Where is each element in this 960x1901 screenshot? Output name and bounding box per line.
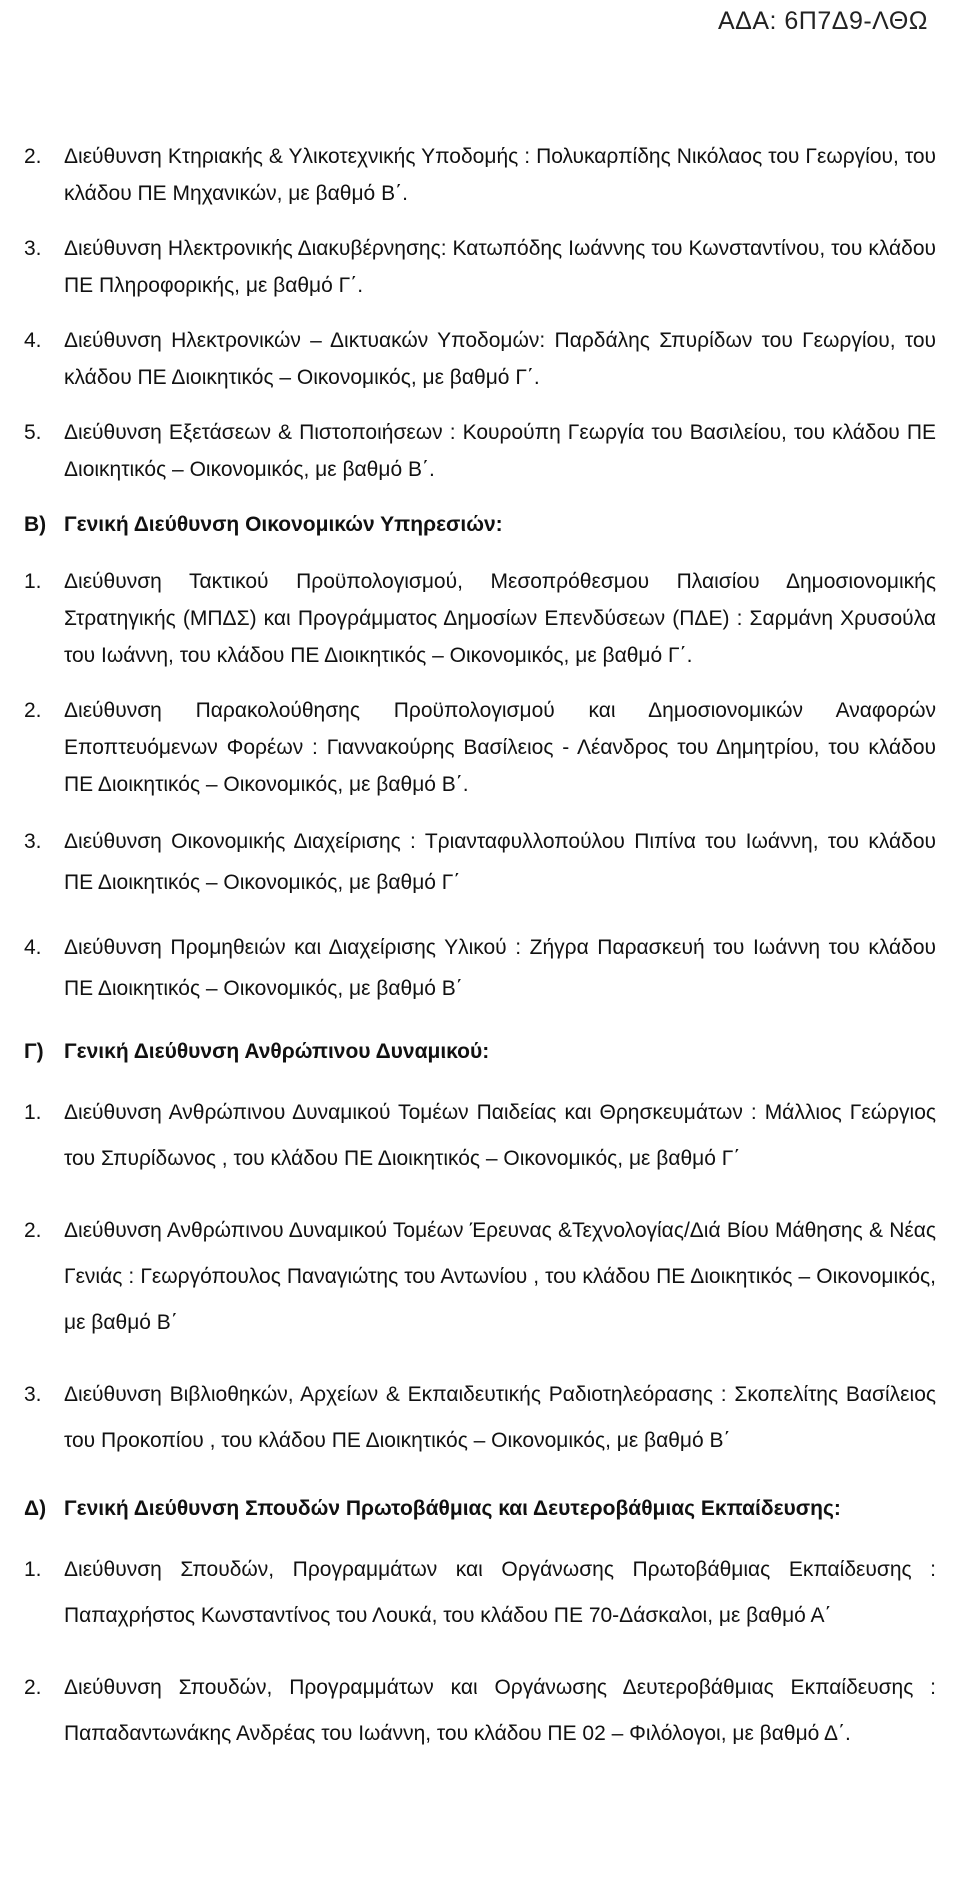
item-text: Διεύθυνση Σπουδών, Προγραμμάτων και Οργάνωσης Πρωτοβάθμιας Εκπαίδευσης : Παπαχρήστος Κωνσταντίνος του Λουκά, του κλάδου ΠΕ 70-Δάσκαλοι, με βαθμό Α΄ [64, 1558, 936, 1627]
list-item [24, 563, 936, 674]
list-item [24, 138, 936, 212]
list-item [24, 1547, 936, 1639]
section-title: Γενική Διεύθυνση Ανθρώπινου Δυναμικού: [64, 1040, 490, 1063]
item-number: 2. [24, 699, 42, 722]
item-text: Διεύθυνση Βιβλιοθηκών, Αρχείων & Εκπαιδευτικής Ραδιοτηλεόρασης : Σκοπελίτης Βασίλειος του Προκοπίου , του κλάδου ΠΕ Διοικητικός – Οικονομικός, με βαθμό Β΄ [64, 1383, 936, 1452]
item-text: Διεύθυνση Ηλεκτρονικών – Δικτυακών Υποδομών: Παρδάλης Σπυρίδων του Γεωργίου, του κλάδου ΠΕ Διοικητικός – Οικονομικός, με βαθμό Γ΄. [64, 329, 936, 389]
item-number: 5. [24, 421, 42, 444]
item-text: Διεύθυνση Ανθρώπινου Δυναμικού Τομέων Παιδείας και Θρησκευμάτων : Μάλλιος Γεώργιος του Σπυρίδωνος , του κλάδου ΠΕ Διοικητικός – Οικονομικός, με βαθμό Γ΄ [64, 1101, 936, 1170]
list-item [24, 1372, 936, 1464]
item-number: 4. [24, 936, 42, 959]
item-number: 4. [24, 329, 42, 352]
item-number: 3. [24, 830, 42, 853]
item-text: Διεύθυνση Ανθρώπινου Δυναμικού Τομέων Έρευνας &Τεχνολογίας/Διά Βίου Μάθησης & Νέας Γενιάς : Γεωργόπουλος Παναγιώτης του Αντωνίου , του κλάδου ΠΕ Διοικητικός – Οικονομικός, με βαθμό Β΄ [64, 1219, 936, 1334]
section-letter: Β) [24, 513, 47, 536]
item-number: 2. [24, 1676, 42, 1699]
section-title: Γενική Διεύθυνση Οικονομικών Υπηρεσιών: [64, 513, 503, 536]
item-text: Διεύθυνση Σπουδών, Προγραμμάτων και Οργάνωσης Δευτεροβάθμιας Εκπαίδευσης : Παπαδαντωνάκης Ανδρέας του Ιωάννη, του κλάδου ΠΕ 02 – Φιλόλογοι, με βαθμό Δ΄. [64, 1676, 936, 1745]
item-text: Διεύθυνση Προμηθειών και Διαχείρισης Υλικού : Ζήγρα Παρασκευή του Ιωάννη του κλάδου ΠΕ Διοικητικός – Οικονομικός, με βαθμό Β΄ [64, 936, 936, 1000]
item-text: Διεύθυνση Τακτικού Προϋπολογισμού, Μεσοπρόθεσμου Πλαισίου Δημοσιονομικής Στρατηγικής (ΜΠΔΣ) και Προγράμματος Δημοσίων Επενδύσεων (ΠΔΕ) : Σαρμάνη Χρυσούλα του Ιωάννη, του κλάδου ΠΕ Διοικητικός – Οικονομικός, με βαθμό Γ΄. [64, 570, 936, 667]
item-text: Διεύθυνση Οικονομικής Διαχείρισης : Τριανταφυλλοπούλου Πιπίνα του Ιωάννη, του κλάδου ΠΕ Διοικητικός – Οικονομικός, με βαθμό Γ΄ [64, 830, 936, 894]
section-heading [24, 1490, 936, 1527]
item-number: 1. [24, 1101, 42, 1124]
ada-code: ΑΔΑ: 6Π7Δ9-ΛΘΩ [717, 7, 928, 35]
list-item [24, 821, 936, 903]
list-item [24, 1208, 936, 1346]
item-text: Διεύθυνση Παρακολούθησης Προϋπολογισμού και Δημοσιονομικών Αναφορών Εποπτευόμενων Φορέων : Γιαννακούρης Βασίλειος - Λέανδρος του Δημητρίου, του κλάδου ΠΕ Διοικητικός – Οικονομικός, με βαθμό Β΄. [64, 699, 936, 796]
section-title: Γενική Διεύθυνση Σπουδών Πρωτοβάθμιας και Δευτεροβάθμιας Εκπαίδευσης: [64, 1497, 841, 1520]
list-item [24, 1665, 936, 1757]
item-number: 1. [24, 1558, 42, 1581]
section-heading [24, 506, 936, 543]
item-text: Διεύθυνση Ηλεκτρονικής Διακυβέρνησης: Κατωπόδης Ιωάννης του Κωνσταντίνου, του κλάδου ΠΕ Πληροφορικής, με βαθμό Γ΄. [64, 237, 936, 297]
item-number: 2. [24, 1219, 42, 1242]
item-number: 3. [24, 1383, 42, 1406]
section-letter: Δ) [24, 1497, 47, 1520]
item-text: Διεύθυνση Εξετάσεων & Πιστοποιήσεων : Κουρούπη Γεωργία του Βασιλείου, του κλάδου ΠΕ Διοικητικός – Οικονομικός, με βαθμό Β΄. [64, 421, 936, 481]
list-item [24, 414, 936, 488]
list-item [24, 1090, 936, 1182]
list-item [24, 692, 936, 803]
list-item [24, 230, 936, 304]
section-heading [24, 1033, 936, 1070]
item-number: 3. [24, 237, 42, 260]
section-letter: Γ) [24, 1040, 44, 1063]
list-item [24, 927, 936, 1009]
item-number: 2. [24, 145, 42, 168]
document-body [24, 138, 936, 1783]
item-number: 1. [24, 570, 42, 593]
list-item [24, 322, 936, 396]
item-text: Διεύθυνση Κτηριακής & Υλικοτεχνικής Υποδομής : Πολυκαρπίδης Νικόλαος του Γεωργίου, του κλάδου ΠΕ Μηχανικών, με βαθμό Β΄. [64, 145, 936, 205]
